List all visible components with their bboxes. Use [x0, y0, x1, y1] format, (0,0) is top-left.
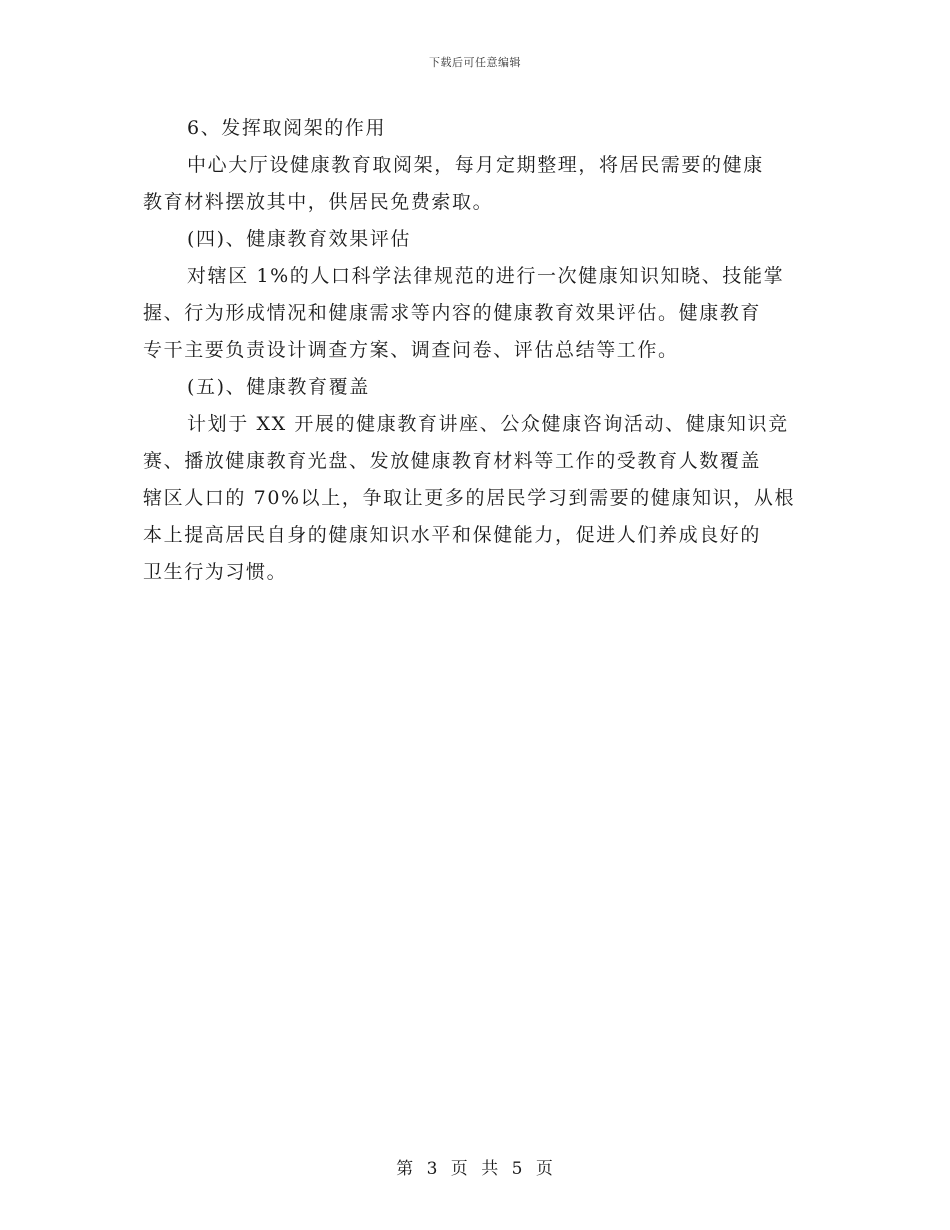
paragraph-line: 辖区人口的 70%以上，争取让更多的居民学习到需要的健康知识，从根 [143, 487, 796, 509]
paragraph-line: 本上提高居民自身的健康知识水平和保健能力，促进人们养成良好的 [143, 524, 762, 546]
page-number-footer: 第 3 页 共 5 页 [396, 1159, 554, 1179]
section-heading-evaluation: (四)、健康教育效果评估 [187, 228, 412, 250]
paragraph-line: 专干主要负责设计调查方案、调查问卷、评估总结等工作。 [143, 339, 679, 361]
section-heading-reading-rack: 6、发挥取阅架的作用 [187, 117, 387, 139]
paragraph-line: 对辖区 1%的人口科学法律规范的进行一次健康知识知晓、技能掌 [187, 265, 785, 287]
section-heading-coverage: (五)、健康教育覆盖 [187, 376, 370, 398]
paragraph-line: 中心大厅设健康教育取阅架，每月定期整理，将居民需要的健康 [187, 154, 764, 176]
paragraph-line: 握、行为形成情况和健康需求等内容的健康教育效果评估。健康教育 [143, 302, 762, 324]
paragraph-line: 卫生行为习惯。 [143, 561, 288, 583]
paragraph-line: 计划于 XX 开展的健康教育讲座、公众健康咨询活动、健康知识竞 [187, 413, 789, 435]
document-body [143, 110, 808, 591]
page-header-note: 下载后可任意编辑 [429, 56, 521, 69]
paragraph-line: 赛、播放健康教育光盘、发放健康教育材料等工作的受教育人数覆盖 [143, 450, 762, 472]
paragraph-line: 教育材料摆放其中，供居民免费索取。 [143, 191, 494, 213]
